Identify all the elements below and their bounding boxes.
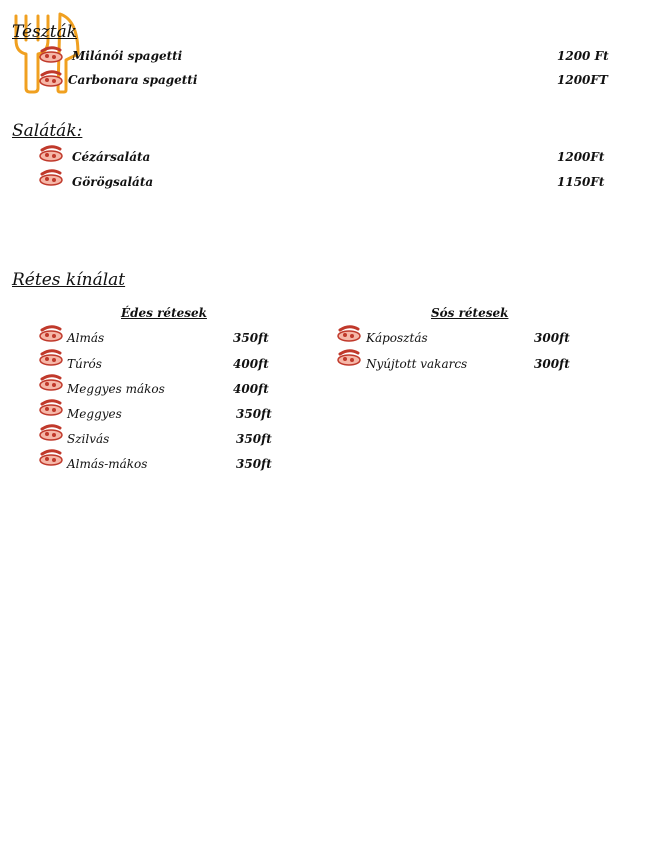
section-title-pasta: Tészták (12, 22, 78, 42)
menu-item-name: Meggyes mákos (67, 382, 165, 396)
menu-item-name: Milánói spagetti (72, 49, 183, 63)
menu-item-price: 1200FT (557, 73, 608, 87)
menu-item-name: Görögsaláta (72, 175, 154, 189)
sausage-plate-icon (38, 397, 64, 417)
menu-item-price: 350ft (236, 457, 272, 471)
sausage-plate-icon (38, 167, 64, 187)
menu-item-price: 350ft (236, 432, 272, 446)
sausage-plate-icon (336, 347, 362, 367)
menu-item-price: 350ft (236, 407, 272, 421)
sausage-plate-icon (336, 323, 362, 343)
sausage-plate-icon (38, 143, 64, 163)
menu-item-name: Nyújtott vakarcs (366, 357, 468, 371)
menu-item-price: 1200 Ft (557, 49, 609, 63)
menu-item-name: Almás (67, 331, 105, 345)
menu-item-name: Káposztás (366, 331, 428, 345)
sausage-plate-icon (38, 447, 64, 467)
sausage-plate-icon (38, 347, 64, 367)
menu-item-name: Meggyes (67, 407, 122, 421)
menu-item-price: 1200Ft (557, 150, 605, 164)
menu-item-price: 300ft (534, 357, 570, 371)
subsection-title-sweet: Édes rétesek (121, 306, 207, 320)
menu-item-name: Carbonara spagetti (68, 73, 198, 87)
menu-item-price: 300ft (534, 331, 570, 345)
sausage-plate-icon (38, 372, 64, 392)
menu-item-name: Almás-mákos (67, 457, 148, 471)
sausage-plate-icon (38, 422, 64, 442)
menu-item-name: Cézársaláta (72, 150, 151, 164)
section-title-salads: Saláták: (12, 121, 83, 141)
menu-item-price: 400ft (233, 382, 269, 396)
sausage-plate-icon (38, 68, 64, 88)
section-title-retes: Rétes kínálat (12, 270, 126, 290)
menu-item-price: 1150Ft (557, 175, 605, 189)
sausage-plate-icon (38, 44, 64, 64)
sausage-plate-icon (38, 323, 64, 343)
menu-item-price: 400ft (233, 357, 269, 371)
menu-item-name: Szilvás (67, 432, 110, 446)
menu-item-name: Túrós (67, 357, 102, 371)
subsection-title-savory: Sós rétesek (431, 306, 509, 320)
menu-item-price: 350ft (233, 331, 269, 345)
